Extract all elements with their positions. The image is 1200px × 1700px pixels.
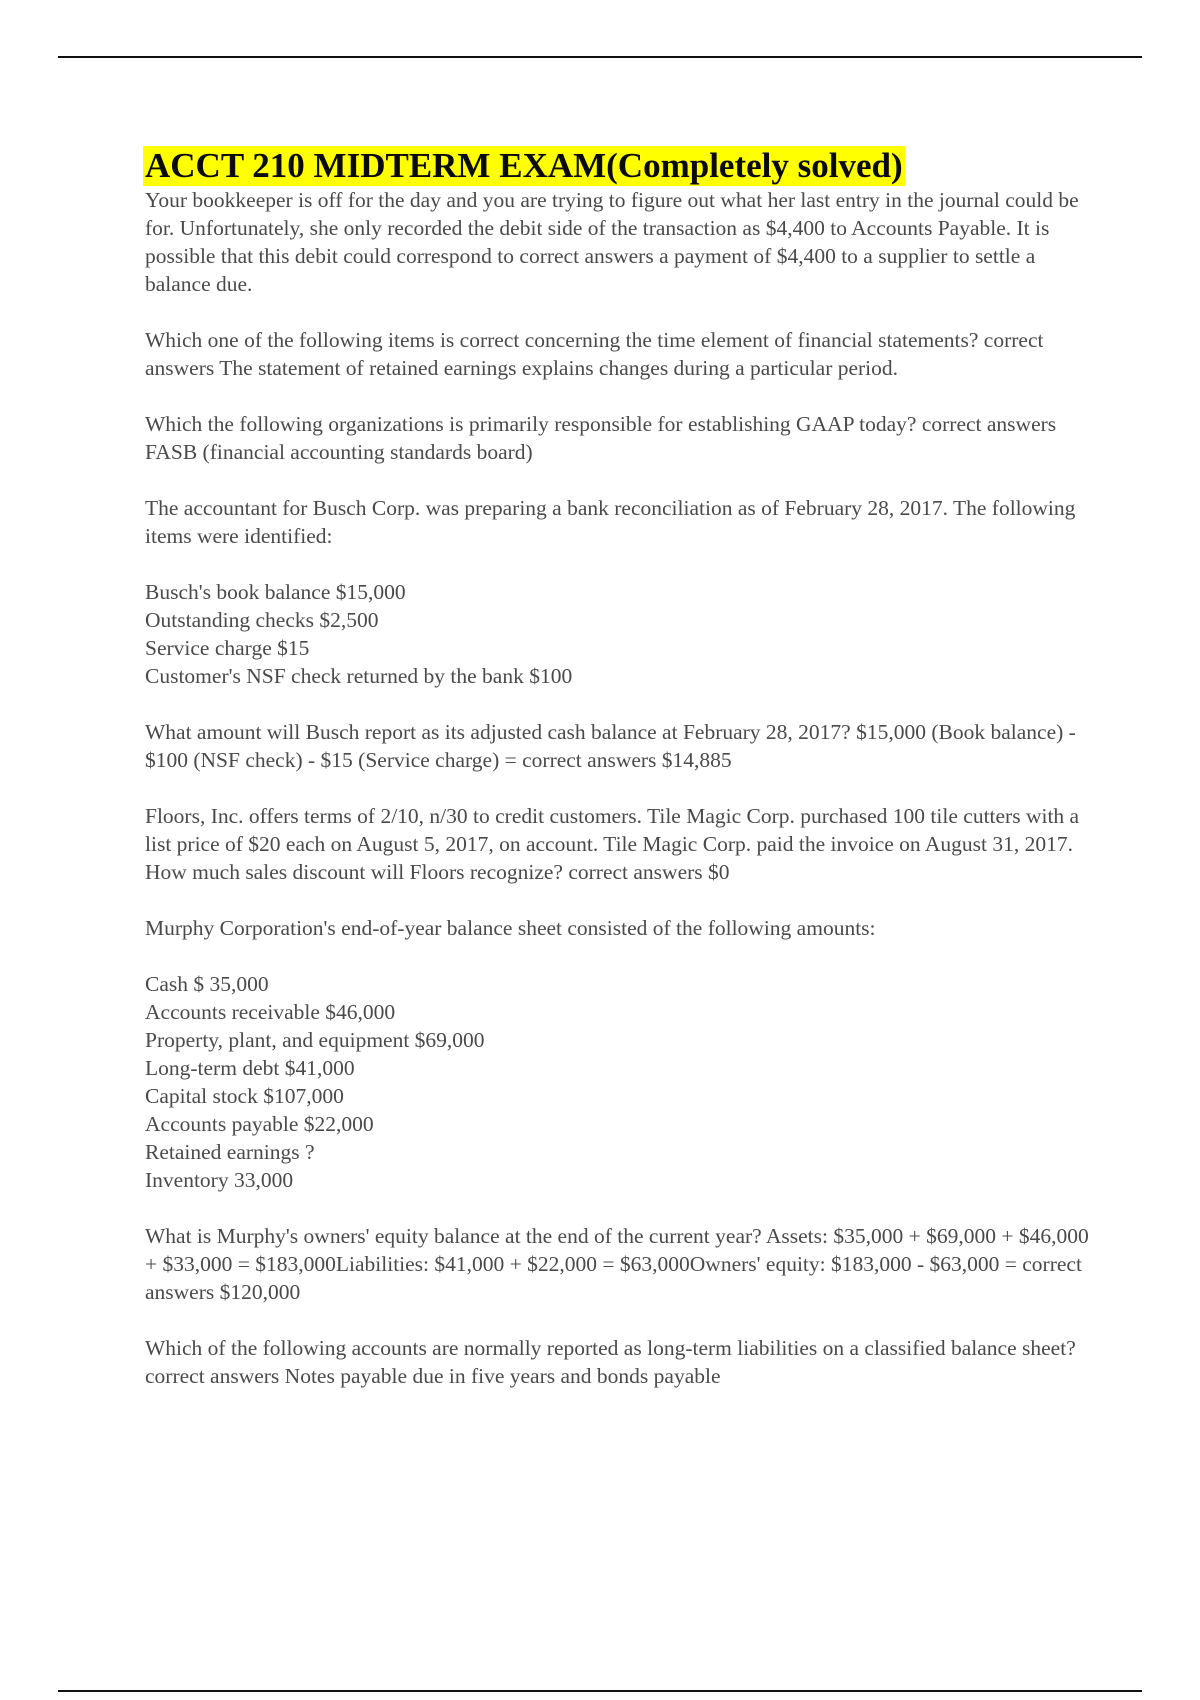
document-title: ACCT 210 MIDTERM EXAM(Completely solved) — [145, 146, 903, 185]
list-item: Retained earnings ? — [145, 1140, 315, 1164]
paragraph-floors: Floors, Inc. offers terms of 2/10, n/30 to credit customers. Tile Magic Corp. purchased 100 tile cutters with a list price of $20 each on August 5, 2017, on account. Tile Magic Corp. paid the invoice on August 31, 2017. How much sales discount will Floors recognize? correct answers $0 — [145, 804, 1080, 884]
paragraph-murphy-answer: What is Murphy's owners' equity balance at the end of the current year? Assets: $35,000 + $69,000 + $46,000 + $33,000 = $183,000Liabilities: $41,000 + $22,000 = $63,000Owners' equity: $183,000 - $63,000 = correct answers $120,000 — [145, 1224, 1089, 1304]
list-item: Long-term debt $41,000 — [145, 1056, 355, 1080]
list-item: Cash $ 35,000 — [145, 972, 269, 996]
paragraph-murphy-intro: Murphy Corporation's end-of-year balance sheet consisted of the following amounts: — [145, 916, 876, 940]
list-item: Accounts payable $22,000 — [145, 1112, 374, 1136]
footer-rule — [58, 1690, 1142, 1692]
list-item: Property, plant, and equipment $69,000 — [145, 1028, 485, 1052]
busch-items-list — [145, 578, 1095, 690]
list-item: Capital stock $107,000 — [145, 1084, 344, 1108]
document-body — [145, 146, 1095, 1418]
paragraph-bookkeeper: Your bookkeeper is off for the day and you are trying to figure out what her last entry in the journal could be for. Unfortunately, she only recorded the debit side of the transaction as $4,400 to Accounts Payable. It is possible that this debit could correspond to correct answers a payment of $4,400 to a supplier to settle a balance due. — [145, 188, 1079, 296]
list-item: Service charge $15 — [145, 636, 310, 660]
list-item: Inventory 33,000 — [145, 1168, 294, 1192]
murphy-items-list — [145, 970, 1095, 1194]
paragraph-busch-intro: The accountant for Busch Corp. was preparing a bank reconciliation as of February 28, 2017. The following items were identified: — [145, 496, 1076, 548]
header-rule — [58, 56, 1142, 58]
list-item: Outstanding checks $2,500 — [145, 608, 379, 632]
paragraph-time-element: Which one of the following items is correct concerning the time element of financial statements? correct answers The statement of retained earnings explains changes during a particular period. — [145, 328, 1044, 380]
paragraph-busch-answer: What amount will Busch report as its adjusted cash balance at February 28, 2017? $15,000 (Book balance) - $100 (NSF check) - $15 (Service charge) = correct answers $14,885 — [145, 720, 1076, 772]
list-item: Busch's book balance $15,000 — [145, 580, 406, 604]
list-item: Customer's NSF check returned by the bank $100 — [145, 664, 573, 688]
paragraph-gaap: Which the following organizations is primarily responsible for establishing GAAP today? correct answers FASB (financial accounting standards board) — [145, 412, 1057, 464]
list-item: Accounts receivable $46,000 — [145, 1000, 396, 1024]
paragraph-long-term-liabilities: Which of the following accounts are normally reported as long-term liabilities on a classified balance sheet? correct answers Notes payable due in five years and bonds payable — [145, 1336, 1076, 1388]
